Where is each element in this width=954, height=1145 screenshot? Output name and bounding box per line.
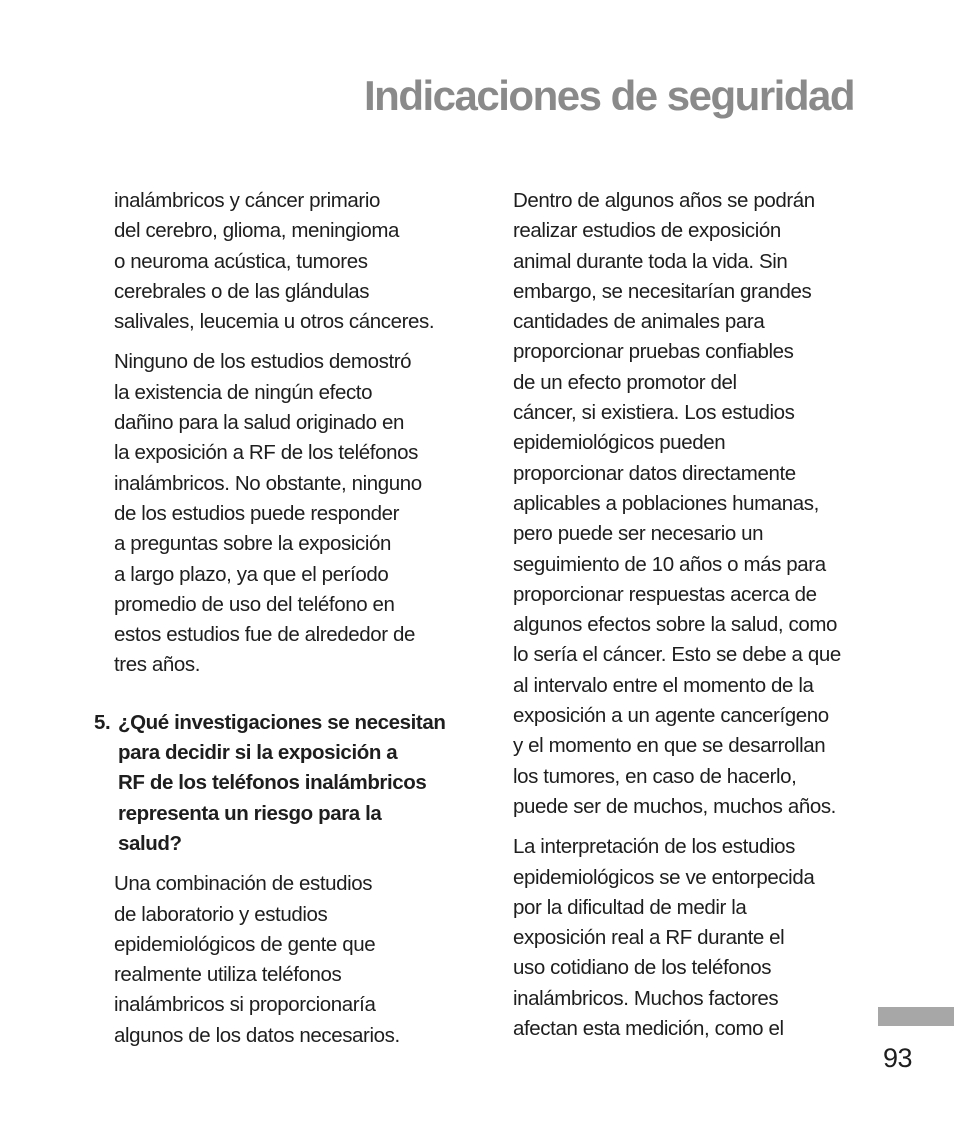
right-column [513,186,863,1054]
text-line: realizar estudios de exposición [513,219,781,243]
text-line: inalámbricos y cáncer primario [114,189,380,212]
text-line: a largo plazo, ya que el período [114,562,389,586]
text-line: salivales, leucemia u otros cánceres. [114,310,435,334]
text-line: los tumores, en caso de hacerlo, [513,764,797,788]
text-line: uso cotidiano de los teléfonos [513,956,772,980]
question-number: 5. [94,710,111,734]
text-line: ¿Qué investigaciones se necesitan [118,710,446,734]
text-line: proporcionar respuestas acerca de [513,582,817,606]
page-tab-marker [878,1007,954,1026]
paragraph [114,186,459,337]
text-line: algunos efectos sobre la salud, como [513,613,838,637]
text-line: a preguntas sobre la exposición [114,532,392,556]
paragraph [114,869,459,1051]
text-line: inalámbricos si proporcionaría [114,993,376,1017]
text-line: dañino para la salud originado en [114,411,404,435]
text-line: de un efecto promotor del [513,370,737,394]
text-line: aplicables a poblaciones humanas, [513,491,819,515]
text-line: y el momento en que se desarrollan [513,734,826,758]
question-text [118,708,459,859]
text-line: animal durante toda la vida. Sin [513,249,788,273]
text-line: algunos de los datos necesarios. [114,1023,400,1047]
page-number: 93 [882,1043,912,1073]
text-line: epidemiológicos pueden [513,431,726,455]
text-line: cáncer, si existiera. Los estudios [513,401,795,425]
text-line: epidemiológicos se ve entorpecida [513,865,815,889]
text-line: estos estudios fue de alrededor de [114,623,415,647]
text-line: inalámbricos. No obstante, ninguno [114,471,422,495]
text-line: embargo, se necesitarían grandes [513,279,812,303]
question-heading [94,708,459,859]
left-column [94,186,459,1061]
text-line: promedio de uso del teléfono en [114,592,395,616]
text-line: La interpretación de los estudios [513,835,795,859]
text-line: representa un riesgo para la [118,801,382,825]
text-line: Ninguno de los estudios demostró [114,350,412,374]
text-line: proporcionar pruebas confiables [513,340,794,364]
text-line: exposición a un agente cancerígeno [513,704,829,728]
text-line: inalámbricos. Muchos factores [513,986,779,1010]
text-line: lo sería el cáncer. Esto se debe a que [513,643,841,667]
text-line: pero puede ser necesario un [513,522,764,546]
text-line: tres años. [114,653,201,677]
text-line: al intervalo entre el momento de la [513,673,814,697]
text-line: cerebrales o de las glándulas [114,279,370,303]
text-line: seguimiento de 10 años o más para [513,552,826,576]
text-line: proporcionar datos directamente [513,461,796,485]
text-line: puede ser de muchos, muchos años. [513,794,836,818]
paragraph [513,186,863,822]
text-line: o neuroma acústica, tumores [114,249,368,273]
text-line: del cerebro, glioma, meningioma [114,219,400,243]
text-line: de laboratorio y estudios [114,902,328,926]
text-line: cantidades de animales para [513,310,765,334]
text-line: exposición real a RF durante el [513,926,785,950]
text-line: afectan esta medición, como el [513,1017,784,1041]
text-line: RF de los teléfonos inalámbricos [118,771,427,795]
page-title: Indicaciones de seguridad [364,72,854,119]
text-line: la existencia de ningún efecto [114,380,373,404]
paragraph [114,347,459,680]
text-line: Dentro de algunos años se podrán [513,189,815,212]
text-line: por la dificultad de medir la [513,895,747,919]
text-line: de los estudios puede responder [114,501,400,525]
text-line: salud? [118,831,182,855]
text-line: epidemiológicos de gente que [114,932,376,956]
text-line: la exposición a RF de los teléfonos [114,441,418,465]
text-line: Una combinación de estudios [114,872,373,896]
paragraph [513,832,863,1044]
text-line: para decidir si la exposición a [118,741,398,765]
text-line: realmente utiliza teléfonos [114,963,342,987]
